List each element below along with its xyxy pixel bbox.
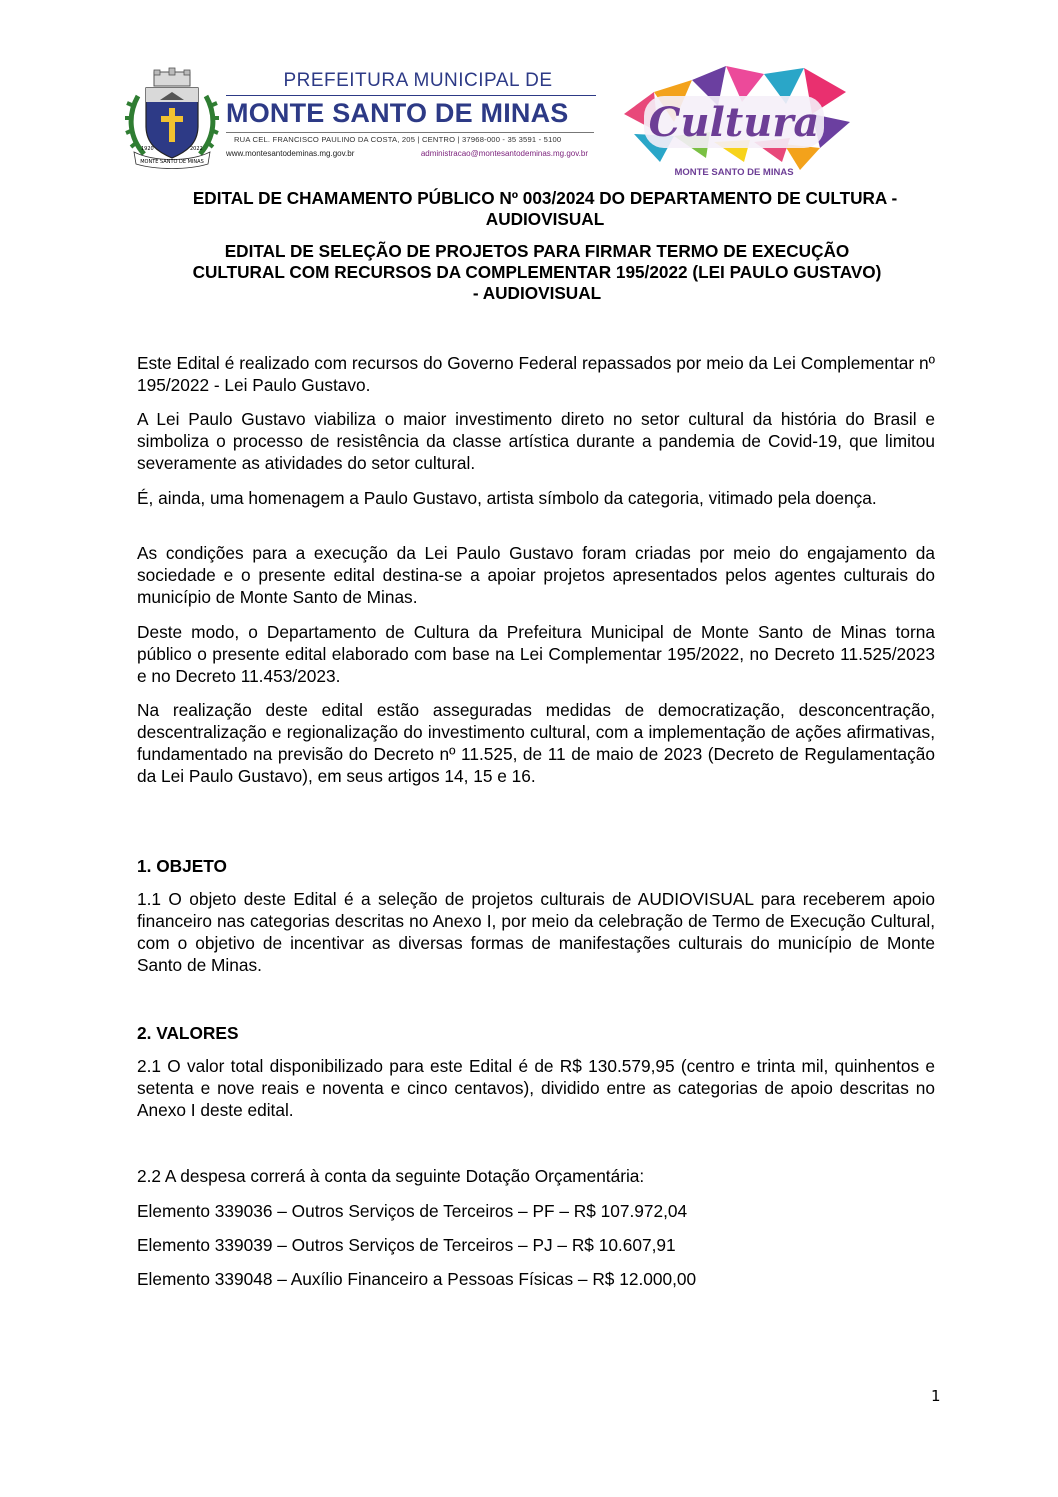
cultura-logo	[614, 62, 852, 180]
svg-text:2022: 2022	[190, 146, 203, 152]
edital-subtitle: EDITAL DE SELEÇÃO DE PROJETOS PARA FIRMAR TERMO DE EXECUÇÃO CULTURAL COM RECURSOS DA COMPLEMENTAR 195/2022 (LEI PAULO GUSTAVO) - AUDIOVISUAL	[192, 241, 882, 303]
section-2-heading: 2. VALORES	[137, 1023, 239, 1043]
municipality-name: MONTE SANTO DE MINAS	[226, 98, 569, 128]
intro-paragraph-6: Na realização deste edital estão asseguradas medidas de democratização, desconcentração, descentralização e regionalização do investimento cultural, com a implementação de ações afirmativas, fundamentado na previsão do Decreto nº 11.525, de 11 de maio de 2023 (Decreto de Regulamentação da Lei Paulo Gustavo), em seus artigos 14, 15 e 16.	[137, 700, 935, 786]
header-divider-2	[226, 132, 594, 133]
intro-paragraph-2: A Lei Paulo Gustavo viabiliza o maior investimento direto no setor cultural da história do Brasil e simboliza o processo de resistência da classe artística durante a pandemia de Covid-19, que limitou severamente as atividades do setor cultural.	[137, 409, 935, 473]
intro-paragraph-4: As condições para a execução da Lei Paulo Gustavo foram criadas por meio do engajamento da sociedade e o presente edital destina-se a apoiar projetos apresentados pelos agentes culturais do município de Monte Santo de Minas.	[137, 543, 935, 607]
svg-text:1920: 1920	[141, 146, 154, 152]
address: RUA CEL. FRANCISCO PAULINO DA COSTA, 205 | CENTRO | 37968-000 - 35 3591 - 5100	[234, 135, 562, 144]
svg-text:Cultura: Cultura	[648, 99, 820, 146]
section-2-paragraph-2: 2.2 A despesa correrá à conta da seguinte Dotação Orçamentária:	[137, 1166, 645, 1186]
elemento-line: Elemento 339036 – Outros Serviços de Terceiros – PF – R$ 107.972,04	[137, 1201, 688, 1221]
header-divider	[226, 95, 596, 96]
prefeitura-label: PREFEITURA MUNICIPAL DE	[283, 70, 553, 91]
svg-text:MONTE SANTO DE MINAS: MONTE SANTO DE MINAS	[674, 167, 794, 178]
intro-paragraph-3: É, ainda, uma homenagem a Paulo Gustavo, artista símbolo da categoria, vitimado pela doença.	[137, 488, 877, 508]
municipal-crest-logo	[124, 66, 220, 170]
section-1-heading: 1. OBJETO	[137, 856, 227, 876]
section-2-paragraph-1: 2.1 O valor total disponibilizado para este Edital é de R$ 130.579,95 (centro e trinta mil, quinhentos e setenta e nove reais e noventa e cinco centavos), dividido entre as categorias de apoio descritas no Anexo I deste edital.	[137, 1056, 935, 1120]
email-link[interactable]: administracao@montesantodeminas.mg.gov.br	[420, 149, 588, 158]
website-link[interactable]: www.montesantodeminas.mg.gov.br	[226, 149, 355, 158]
intro-paragraph-5: Deste modo, o Departamento de Cultura da Prefeitura Municipal de Monte Santo de Minas torna público o presente edital elaborado com base na Lei Complementar 195/2022, no Decreto 11.525/2023 e no Decreto 11.453/2023.	[137, 622, 935, 686]
elemento-line: Elemento 339039 – Outros Serviços de Terceiros – PJ – R$ 10.607,91	[137, 1235, 676, 1255]
page-number: 1	[931, 1387, 941, 1405]
section-1-paragraph: 1.1 O objeto deste Edital é a seleção de projetos culturais de AUDIOVISUAL para receberem apoio financeiro nas categorias descritas no Anexo I, por meio da celebração de Termo de Execução Cultural, com o objetivo de incentivar as diversas formas de manifestações culturais do município de Monte Santo de Minas.	[137, 889, 935, 975]
prefeitura-header	[226, 70, 596, 158]
svg-text:MONTE SANTO DE MINAS: MONTE SANTO DE MINAS	[140, 159, 204, 165]
elemento-line: Elemento 339048 – Auxílio Financeiro a Pessoas Físicas – R$ 12.000,00	[137, 1269, 697, 1289]
contacts	[226, 149, 596, 158]
intro-paragraph-1: Este Edital é realizado com recursos do Governo Federal repassados por meio da Lei Complementar nº 195/2022 - Lei Paulo Gustavo.	[137, 353, 935, 395]
edital-title: EDITAL DE CHAMAMENTO PÚBLICO Nº 003/2024 DO DEPARTAMENTO DE CULTURA - AUDIOVISUAL	[192, 188, 898, 229]
